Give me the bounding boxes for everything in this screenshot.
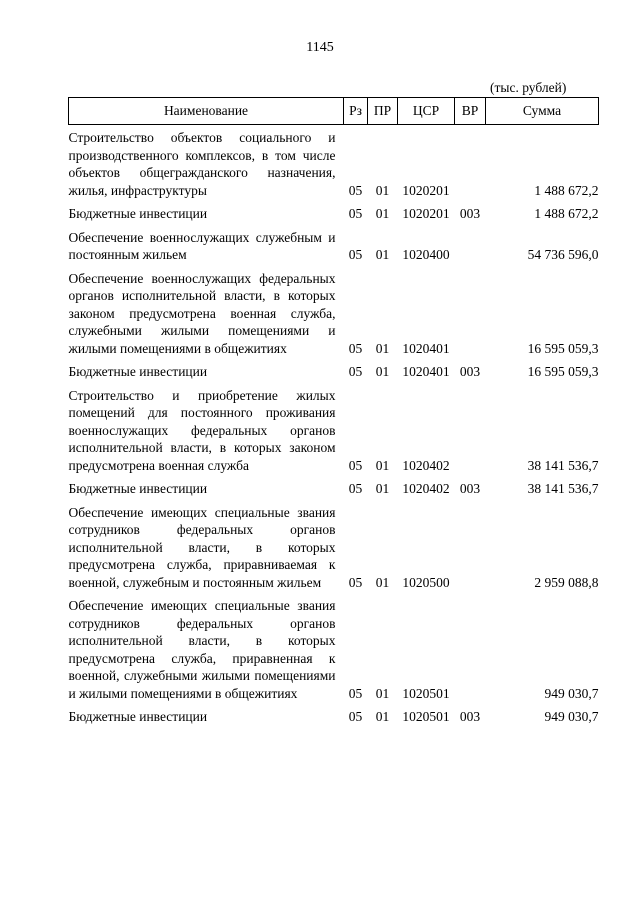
row-name: Обеспечение имеющих специальные звания сотрудников федеральных органов исполнительной власти, в которых предусмотрена служба, приравненная к военной, служебными жилыми помещениями и жилыми помещениями в общежитиях: [68, 598, 336, 701]
header-sum: Сумма: [486, 98, 599, 125]
row-vr: [455, 498, 486, 592]
row-sum: 1 488 672,2: [534, 206, 599, 221]
row-csr: 1020501: [402, 685, 450, 701]
row-rz: 05: [348, 457, 363, 473]
row-rz: 05: [348, 685, 363, 701]
row-csr: 1020500: [402, 574, 450, 590]
row-rz: 05: [348, 709, 363, 724]
table-row: [69, 199, 599, 223]
row-csr: 1020401: [402, 364, 450, 379]
row-name: Бюджетные инвестиции: [68, 481, 208, 496]
row-pr: 01: [375, 340, 390, 356]
row-pr: 01: [375, 182, 390, 198]
row-pr: 01: [375, 364, 390, 379]
row-pr: 01: [375, 709, 390, 724]
row-name: Бюджетные инвестиции: [68, 364, 208, 379]
header-rz: Рз: [344, 98, 368, 125]
row-sum: 54 736 596,0: [527, 247, 599, 262]
table-row: [69, 125, 599, 200]
row-rz: 05: [348, 481, 363, 496]
row-vr: [455, 591, 486, 702]
row-name: Строительство объектов социального и производственного комплексов, в том числе объектов общегражданского назначения, жилья, инфраструктуры: [68, 130, 336, 198]
units-label: (тыс. рублей): [490, 80, 567, 95]
row-vr: 003: [459, 709, 481, 724]
row-sum: 38 141 536,7: [527, 481, 599, 496]
row-csr: 1020501: [402, 709, 450, 724]
row-pr: 01: [375, 206, 390, 221]
row-csr: 1020400: [402, 247, 450, 262]
header-name: Наименование: [69, 98, 344, 125]
row-rz: 05: [348, 247, 363, 262]
row-csr: 1020201: [402, 182, 450, 198]
table-row: [69, 357, 599, 381]
row-sum: 1 488 672,2: [534, 182, 599, 198]
row-vr: 003: [459, 206, 481, 221]
row-pr: 01: [375, 481, 390, 496]
budget-table: [68, 97, 599, 726]
row-rz: 05: [348, 340, 363, 356]
row-rz: 05: [348, 574, 363, 590]
table-row: [69, 498, 599, 592]
row-vr: [455, 381, 486, 475]
row-csr: 1020402: [402, 457, 450, 473]
row-sum: 2 959 088,8: [534, 574, 599, 590]
table-row: [69, 381, 599, 475]
row-pr: 01: [375, 685, 390, 701]
table-header: [69, 98, 599, 125]
row-name: Строительство и приобретение жилых помещений для постоянного проживания военнослужащих федеральных органов исполнительной власти, в которых законом предусмотрена военная служба: [68, 387, 336, 473]
page-number: 1145: [306, 40, 334, 55]
row-name: Бюджетные инвестиции: [68, 206, 208, 221]
row-vr: [455, 264, 486, 358]
row-rz: 05: [348, 364, 363, 379]
row-csr: 1020401: [402, 340, 450, 356]
row-pr: 01: [375, 247, 390, 262]
header-csr: ЦСР: [398, 98, 455, 125]
row-name: Обеспечение имеющих специальные звания сотрудников федеральных органов исполнительной власти, в которых предусмотрена служба, приравниваемая к военной, служебным и постоянным жильем: [68, 504, 336, 590]
row-sum: 16 595 059,3: [527, 364, 599, 379]
table-row: [69, 702, 599, 726]
row-sum: 16 595 059,3: [527, 340, 599, 356]
row-pr: 01: [375, 574, 390, 590]
row-rz: 05: [348, 182, 363, 198]
row-vr: 003: [459, 481, 481, 496]
row-sum: 949 030,7: [544, 709, 599, 724]
row-csr: 1020402: [402, 481, 450, 496]
table-row: [69, 264, 599, 358]
row-sum: 38 141 536,7: [527, 457, 599, 473]
row-name: Обеспечение военнослужащих служебным и постоянным жильем: [68, 229, 336, 262]
row-vr: [455, 125, 486, 200]
table-row: [69, 474, 599, 498]
row-rz: 05: [348, 206, 363, 221]
row-name: Бюджетные инвестиции: [68, 709, 208, 724]
row-name: Обеспечение военнослужащих федеральных органов исполнительной власти, в которых законом предусмотрена военная служба, служебными жилыми помещениями и жилыми помещениями в общежитиях: [68, 270, 336, 356]
header-vr: ВР: [455, 98, 486, 125]
row-vr: 003: [459, 364, 481, 379]
row-sum: 949 030,7: [544, 685, 599, 701]
row-vr: [455, 223, 486, 264]
row-pr: 01: [375, 457, 390, 473]
header-pr: ПР: [368, 98, 398, 125]
table-row: [69, 223, 599, 264]
table-row: [69, 591, 599, 702]
row-csr: 1020201: [402, 206, 450, 221]
